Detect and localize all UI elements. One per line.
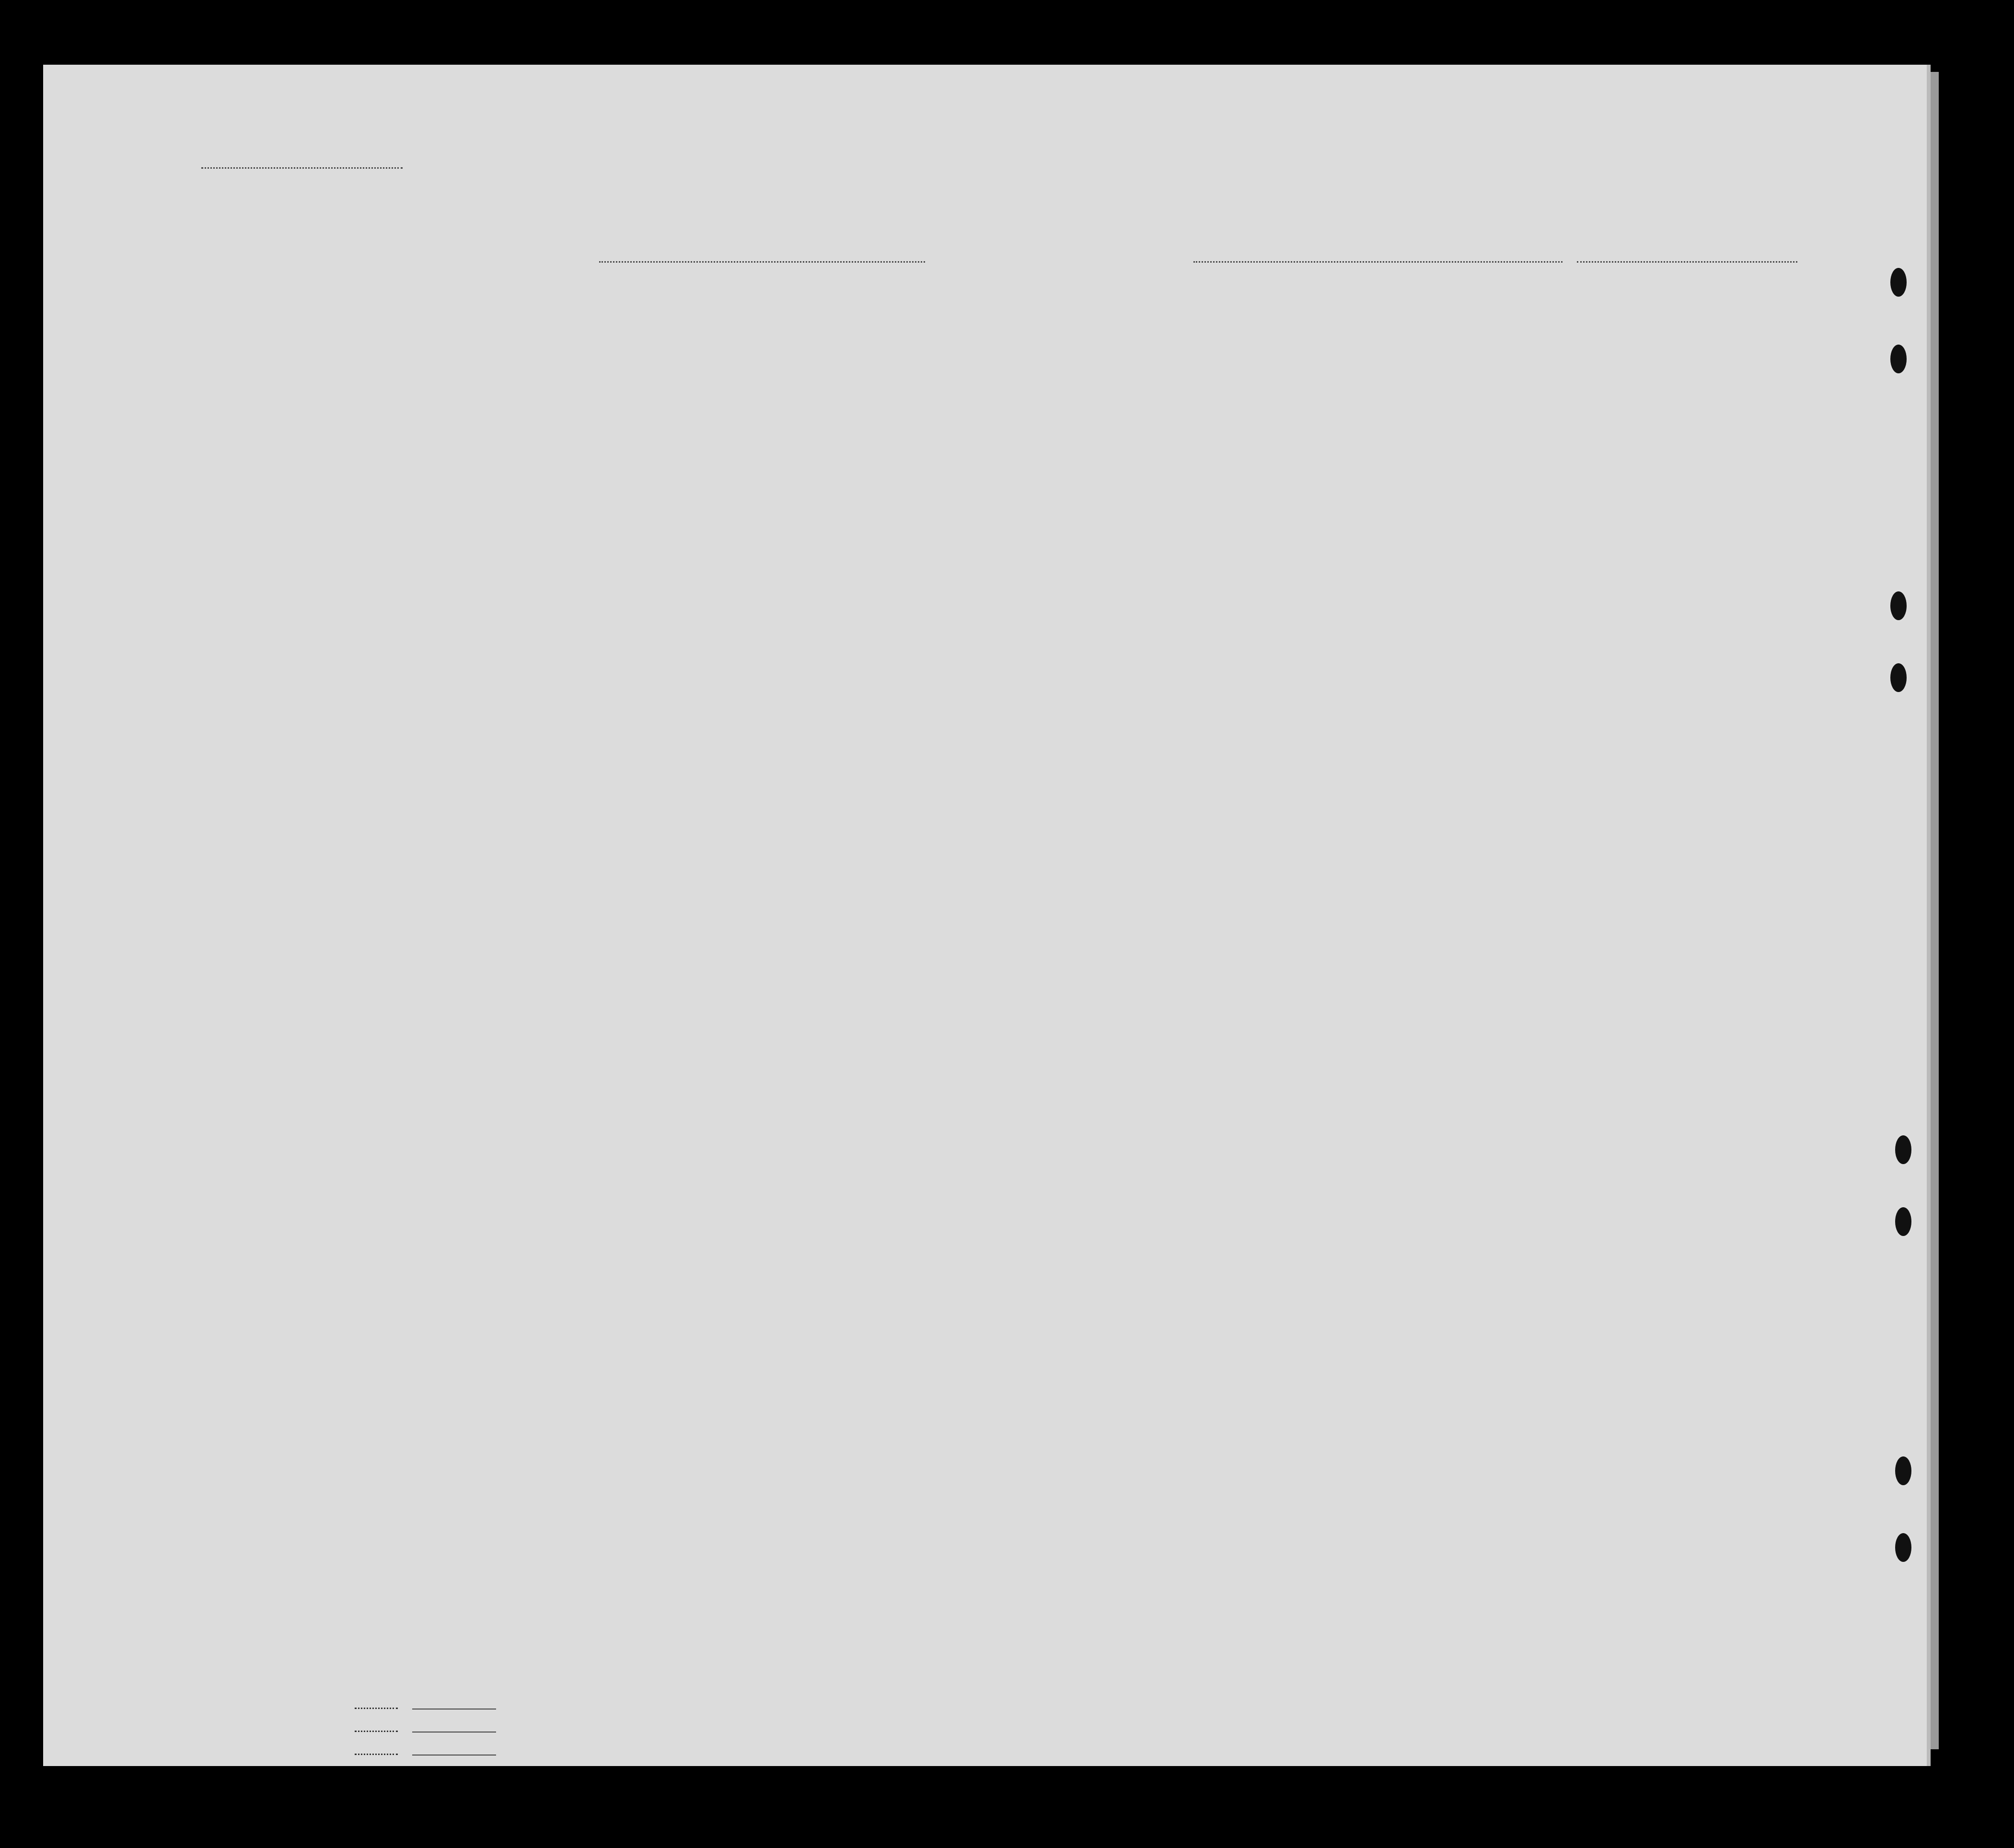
manifest-sheet (43, 65, 1931, 1766)
footer-dots-1 (355, 1708, 398, 1709)
footer-dots-3 (355, 1754, 398, 1755)
binder-hole (1893, 1133, 1913, 1166)
binder-hole (1888, 343, 1909, 375)
footer-dots-2 (355, 1731, 398, 1732)
binder-hole (1893, 1455, 1913, 1487)
binder-hole (1888, 589, 1909, 622)
footer-aliens-line (412, 1755, 496, 1756)
binder-hole (1893, 1205, 1913, 1238)
binder-hole (1888, 266, 1909, 299)
manifest-grid (43, 65, 1927, 1766)
binder-hole (1893, 1531, 1913, 1564)
binder-hole (1888, 661, 1909, 694)
